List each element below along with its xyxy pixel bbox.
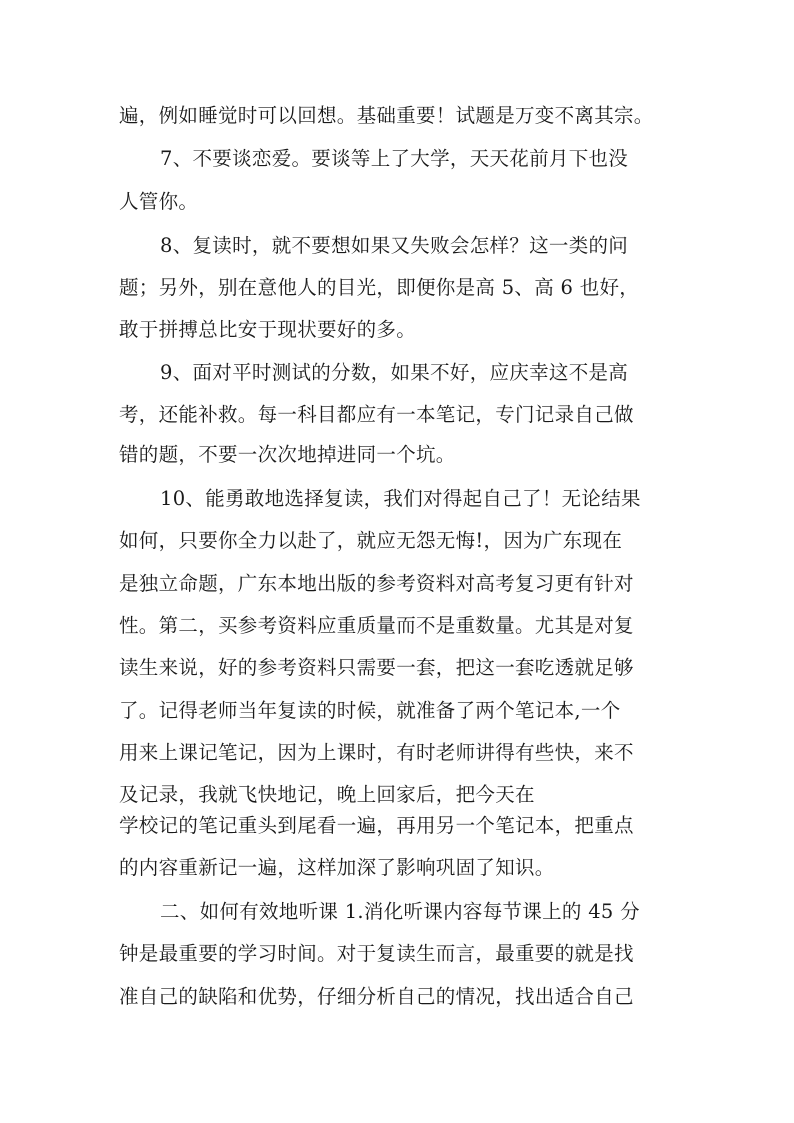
text-line: 二、如何有效地听课 1.消化听课内容每节课上的 45 分 xyxy=(160,900,640,923)
text-line: 了。记得老师当年复读的时候，就准备了两个笔记本,一个 xyxy=(119,699,621,722)
text-line: 如何，只要你全力以赴了，就应无怨无悔!，因为广东现在 xyxy=(119,529,623,552)
text-line: 10、能勇敢地选择复读，我们对得起自己了！无论结果 xyxy=(160,487,641,510)
text-line: 用来上课记笔记，因为上课时，有时老师讲得有些快，来不 xyxy=(119,741,634,764)
text-line: 及记录，我就飞快地记，晚上回家后，把今天在 xyxy=(119,783,535,806)
text-line: 是独立命题，广东本地出版的参考资料对高考复习更有针对 xyxy=(119,572,634,595)
text-line: 遍，例如睡觉时可以回想。基础重要！试题是万变不离其宗。 xyxy=(119,104,654,127)
text-line: 的内容重新记一遍，这样加深了影响巩固了知识。 xyxy=(119,856,555,879)
text-line: 题；另外，别在意他人的目光，即便你是高 5、高 6 也好， xyxy=(119,276,640,299)
text-line: 性。第二，买参考资料应重质量而不是重数量。尤其是对复 xyxy=(119,614,634,637)
text-line: 人管你。 xyxy=(119,190,199,213)
text-line: 考，还能补救。每一科目都应有一本笔记，专门记录自己做 xyxy=(119,403,634,426)
text-line: 敢于拼搏总比安于现状要好的多。 xyxy=(119,318,417,341)
text-line: 8、复读时，就不要想如果又失败会怎样？这一类的问 xyxy=(160,234,629,257)
text-line: 错的题，不要一次次地掉进同一个坑。 xyxy=(119,443,456,466)
text-line: 7、不要谈恋爱。要谈等上了大学，天天花前月下也没 xyxy=(160,147,629,170)
text-line: 9、面对平时测试的分数，如果不好，应庆幸这不是高 xyxy=(160,361,629,384)
text-line: 学校记的笔记重头到尾看一遍，再用另一个笔记本，把重点 xyxy=(119,814,634,837)
text-line: 钟是最重要的学习时间。对于复读生而言，最重要的就是找 xyxy=(119,942,634,965)
text-line: 读生来说，好的参考资料只需要一套，把这一套吃透就足够 xyxy=(119,656,634,679)
text-line: 准自己的缺陷和优势，仔细分析自己的情况，找出适合自己 xyxy=(119,985,634,1008)
